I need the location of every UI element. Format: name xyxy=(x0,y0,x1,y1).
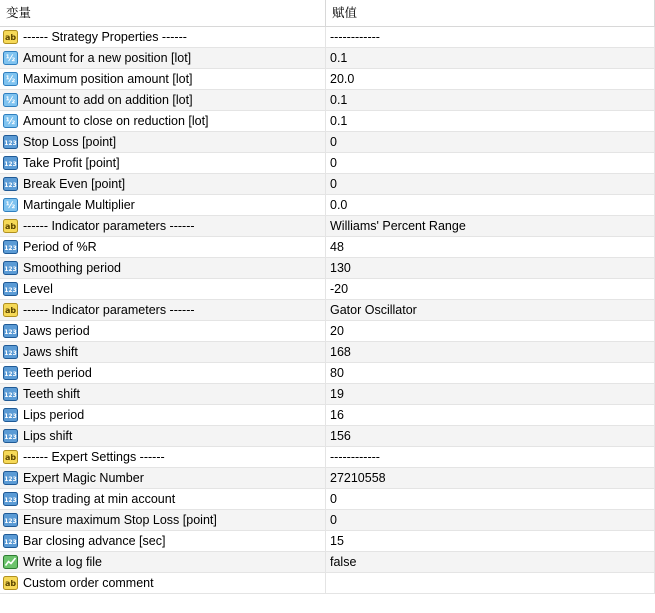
variable-name: Break Even [point] xyxy=(23,177,126,191)
table-row[interactable] xyxy=(0,363,655,384)
variable-name: Teeth shift xyxy=(23,387,80,401)
123-integer-icon xyxy=(3,429,18,443)
ab-string-icon xyxy=(3,303,18,317)
svg-text:123: 123 xyxy=(4,245,17,252)
variable-name: Expert Magic Number xyxy=(23,471,144,485)
value-cell[interactable]: 156 xyxy=(326,426,655,446)
svg-text:123: 123 xyxy=(4,350,17,357)
svg-text:123: 123 xyxy=(4,371,17,378)
variable-cell[interactable] xyxy=(0,342,326,362)
table-row[interactable] xyxy=(0,447,655,468)
variable-name: Amount to close on reduction [lot] xyxy=(23,114,209,128)
svg-text:ab: ab xyxy=(4,222,17,231)
123-integer-icon xyxy=(3,135,18,149)
bool-chart-icon xyxy=(3,555,18,569)
svg-text:½: ½ xyxy=(5,201,16,211)
variable-name: Stop trading at min account xyxy=(23,492,176,506)
variable-name: Custom order comment xyxy=(23,576,154,590)
variable-name: Write a log file xyxy=(23,555,102,569)
variable-cell[interactable] xyxy=(0,258,326,278)
variable-cell[interactable] xyxy=(0,426,326,446)
value-cell[interactable]: 19 xyxy=(326,384,655,404)
value-cell[interactable]: 0 xyxy=(326,153,655,173)
variable-cell[interactable] xyxy=(0,489,326,509)
value-cell[interactable]: 0 xyxy=(326,132,655,152)
value-cell[interactable]: 48 xyxy=(326,237,655,257)
table-row[interactable] xyxy=(0,111,655,132)
variable-name: Jaws period xyxy=(23,324,90,338)
table-row[interactable] xyxy=(0,468,655,489)
variable-name: Level xyxy=(23,282,53,296)
variable-cell[interactable] xyxy=(0,363,326,383)
variable-name: Jaws shift xyxy=(23,345,78,359)
variable-cell[interactable] xyxy=(0,531,326,551)
variable-cell[interactable] xyxy=(0,90,326,110)
v2-double-icon xyxy=(3,72,18,86)
123-integer-icon xyxy=(3,324,18,338)
v2-double-icon xyxy=(3,114,18,128)
svg-text:123: 123 xyxy=(4,140,17,147)
table-row[interactable] xyxy=(0,552,655,573)
column-header-variable[interactable]: 变量 xyxy=(0,0,326,26)
table-row[interactable] xyxy=(0,174,655,195)
variable-cell[interactable] xyxy=(0,384,326,404)
table-row[interactable] xyxy=(0,195,655,216)
svg-text:123: 123 xyxy=(4,497,17,504)
variable-cell[interactable] xyxy=(0,48,326,68)
table-row[interactable] xyxy=(0,279,655,300)
value-cell[interactable]: 130 xyxy=(326,258,655,278)
table-row[interactable] xyxy=(0,426,655,447)
table-row[interactable] xyxy=(0,153,655,174)
123-integer-icon xyxy=(3,492,18,506)
svg-text:ab: ab xyxy=(4,306,17,315)
123-integer-icon xyxy=(3,345,18,359)
svg-text:½: ½ xyxy=(5,75,16,85)
table-row[interactable] xyxy=(0,489,655,510)
value-cell[interactable]: 15 xyxy=(326,531,655,551)
table-row[interactable] xyxy=(0,300,655,321)
table-header xyxy=(0,0,655,27)
value-cell[interactable]: -20 xyxy=(326,279,655,299)
value-cell[interactable]: 0.1 xyxy=(326,48,655,68)
table-row[interactable] xyxy=(0,510,655,531)
value-cell[interactable]: Gator Oscillator xyxy=(326,300,655,320)
table-row[interactable] xyxy=(0,384,655,405)
variable-name: Bar closing advance [sec] xyxy=(23,534,166,548)
table-row[interactable] xyxy=(0,237,655,258)
value-cell[interactable]: 0 xyxy=(326,510,655,530)
variable-cell[interactable] xyxy=(0,111,326,131)
table-row[interactable] xyxy=(0,27,655,48)
table-row[interactable] xyxy=(0,216,655,237)
variable-name: Lips shift xyxy=(23,429,73,443)
123-integer-icon xyxy=(3,177,18,191)
variable-name: Martingale Multiplier xyxy=(23,198,135,212)
variable-name: Take Profit [point] xyxy=(23,156,120,170)
table-row[interactable] xyxy=(0,132,655,153)
variable-name: Teeth period xyxy=(23,366,92,380)
variable-cell[interactable] xyxy=(0,195,326,215)
table-row[interactable] xyxy=(0,48,655,69)
v2-double-icon xyxy=(3,51,18,65)
123-integer-icon xyxy=(3,240,18,254)
value-cell[interactable]: ------------ xyxy=(326,447,655,467)
svg-text:½: ½ xyxy=(5,117,16,127)
variable-name: ------ Indicator parameters ------ xyxy=(23,303,195,317)
svg-text:123: 123 xyxy=(4,518,17,525)
123-integer-icon xyxy=(3,408,18,422)
value-cell[interactable]: 0.1 xyxy=(326,90,655,110)
ab-string-icon xyxy=(3,219,18,233)
value-cell[interactable]: 16 xyxy=(326,405,655,425)
123-integer-icon xyxy=(3,513,18,527)
variable-cell[interactable] xyxy=(0,552,326,572)
value-cell[interactable]: 20.0 xyxy=(326,69,655,89)
table-row[interactable] xyxy=(0,342,655,363)
variable-name: Ensure maximum Stop Loss [point] xyxy=(23,513,217,527)
value-cell[interactable]: false xyxy=(326,552,655,572)
svg-text:123: 123 xyxy=(4,287,17,294)
table-row[interactable] xyxy=(0,321,655,342)
variable-cell[interactable] xyxy=(0,153,326,173)
value-cell[interactable] xyxy=(326,573,655,593)
svg-text:½: ½ xyxy=(5,54,16,64)
variable-cell[interactable] xyxy=(0,510,326,530)
123-integer-icon xyxy=(3,387,18,401)
table-row[interactable] xyxy=(0,531,655,552)
variable-cell[interactable] xyxy=(0,216,326,236)
variable-name: ------ Indicator parameters ------ xyxy=(23,219,195,233)
variable-cell[interactable] xyxy=(0,405,326,425)
variable-name: Lips period xyxy=(23,408,85,422)
value-cell[interactable]: 168 xyxy=(326,342,655,362)
variable-name: ------ Strategy Properties ------ xyxy=(23,30,187,44)
svg-text:123: 123 xyxy=(4,413,17,420)
value-cell[interactable]: 0 xyxy=(326,174,655,194)
variable-cell[interactable] xyxy=(0,132,326,152)
table-row[interactable] xyxy=(0,69,655,90)
123-integer-icon xyxy=(3,282,18,296)
123-integer-icon xyxy=(3,261,18,275)
123-integer-icon xyxy=(3,366,18,380)
variable-cell[interactable] xyxy=(0,237,326,257)
variable-name: Period of %R xyxy=(23,240,97,254)
123-integer-icon xyxy=(3,156,18,170)
svg-text:123: 123 xyxy=(4,329,17,336)
value-cell[interactable]: Williams' Percent Range xyxy=(326,216,655,236)
123-integer-icon xyxy=(3,534,18,548)
value-cell[interactable]: 20 xyxy=(326,321,655,341)
variable-cell[interactable] xyxy=(0,321,326,341)
variable-cell[interactable] xyxy=(0,69,326,89)
ab-string-icon xyxy=(3,576,18,590)
table-row[interactable] xyxy=(0,90,655,111)
value-cell[interactable]: 0 xyxy=(326,489,655,509)
svg-text:123: 123 xyxy=(4,266,17,273)
value-cell[interactable]: ------------ xyxy=(326,27,655,47)
variable-cell[interactable] xyxy=(0,27,326,47)
svg-text:ab: ab xyxy=(4,579,17,588)
variable-cell[interactable] xyxy=(0,300,326,320)
variable-name: Maximum position amount [lot] xyxy=(23,72,193,86)
ab-string-icon xyxy=(3,450,18,464)
table-row[interactable] xyxy=(0,258,655,279)
table-body xyxy=(0,27,655,594)
value-cell[interactable]: 0.1 xyxy=(326,111,655,131)
variable-name: Stop Loss [point] xyxy=(23,135,117,149)
svg-text:123: 123 xyxy=(4,182,17,189)
svg-text:123: 123 xyxy=(4,476,17,483)
value-cell[interactable]: 0.0 xyxy=(326,195,655,215)
column-header-value[interactable]: 赋值 xyxy=(326,0,655,26)
value-cell[interactable]: 27210558 xyxy=(326,468,655,488)
ab-string-icon xyxy=(3,30,18,44)
table-row[interactable] xyxy=(0,405,655,426)
variable-cell[interactable] xyxy=(0,447,326,467)
v2-double-icon xyxy=(3,93,18,107)
svg-text:123: 123 xyxy=(4,161,17,168)
value-cell[interactable]: 80 xyxy=(326,363,655,383)
svg-text:½: ½ xyxy=(5,96,16,106)
123-integer-icon xyxy=(3,471,18,485)
variable-name: Smoothing period xyxy=(23,261,121,275)
svg-text:123: 123 xyxy=(4,434,17,441)
svg-text:123: 123 xyxy=(4,392,17,399)
variable-name: Amount for a new position [lot] xyxy=(23,51,192,65)
variable-cell[interactable] xyxy=(0,279,326,299)
variable-cell[interactable] xyxy=(0,468,326,488)
table-row[interactable] xyxy=(0,573,655,594)
variable-cell[interactable] xyxy=(0,573,326,593)
variable-cell[interactable] xyxy=(0,174,326,194)
variable-name: Amount to add on addition [lot] xyxy=(23,93,193,107)
svg-text:ab: ab xyxy=(4,33,17,42)
svg-text:ab: ab xyxy=(4,453,17,462)
v2-double-icon xyxy=(3,198,18,212)
variable-name: ------ Expert Settings ------ xyxy=(23,450,165,464)
svg-text:123: 123 xyxy=(4,539,17,546)
